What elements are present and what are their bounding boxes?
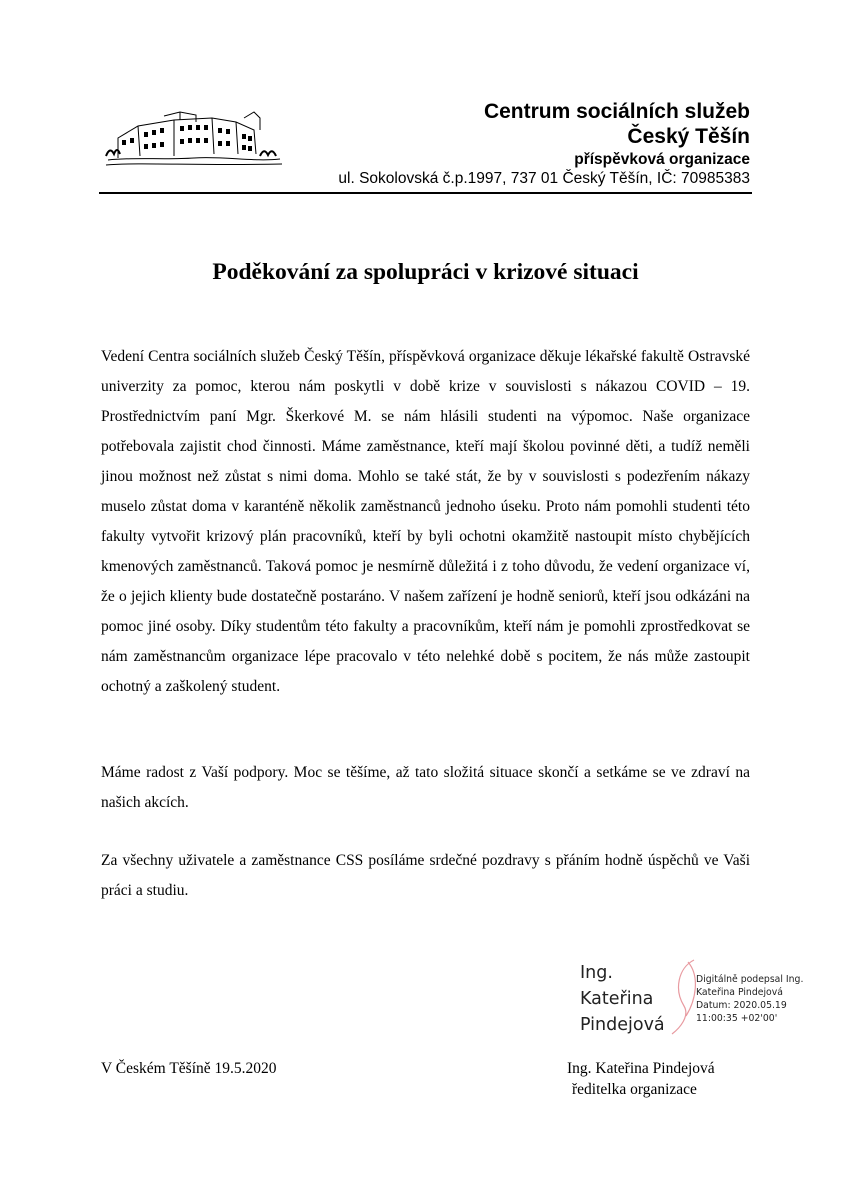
signer-name: Ing. Kateřina Pindejová bbox=[567, 1060, 715, 1077]
place-and-date: V Českém Těšíně 19.5.2020 bbox=[101, 1060, 277, 1077]
building-sketch-icon bbox=[104, 108, 284, 170]
digital-signature-time: 11:00:35 +02'00' bbox=[696, 1013, 778, 1024]
digital-signature-info: Kateřina Pindejová bbox=[696, 987, 783, 998]
body-paragraph-1: Vedení Centra sociálních služeb Český Těšín, příspěvková organizace děkuje lékařské fakultě Ostravské univerzity za pomoc, kterou nám poskytli v době krize v souvislosti s nákazou COVID – 19. Prostřednictvím paní Mgr. Škerkové M. se nám hlásili studenti na výpomoc. Naše organizace potřebovala zajistit chod činnosti. Máme zaměstnance, kteří mají školou povinné děti, a tudíž neměli jinou možnost než zůstat s nimi doma. Mohlo se také stát, že by v souvislosti s podezřením nákazy muselo zůstat doma v karanténě několik zaměstnanců jednoho úseku. Proto nám pomohli studenti této fakulty vytvořit krizový plán pracovníků, kteří by byli ochotni okamžitě nastoupit místo chybějících kmenových zaměstnanců. Taková pomoc je nesmírně důležitá i z toho důvodu, že vedení organizace ví, že o jejich klienty bude dostatečně postaráno. V našem zařízení je hodně seniorů, kteří jsou odkázáni na pomoc jiné osoby. Díky studentům této fakulty a pracovníkům, kteří nám je pomohli zprostředkovat se nám zaměstnancům organizace lépe pracovalo v této nelehké době s pocitem, že nás může zastoupit ochotný a zaškolený student. bbox=[101, 348, 750, 695]
body-paragraph-2: Máme radost z Vaší podpory. Moc se těšíme, až tato složitá situace skončí a setkáme se ve zdraví na našich akcích. bbox=[101, 764, 750, 811]
signature-name-line: Kateřina bbox=[580, 989, 654, 1009]
body-paragraph-3: Za všechny uživatele a zaměstnance CSS posíláme srdečné pozdravy s přáním hodně úspěchů ve Vaši práci a studiu. bbox=[101, 852, 750, 899]
digital-signature-date: Datum: 2020.05.19 bbox=[696, 1000, 787, 1011]
document-title: Poděkování za spolupráci v krizové situaci bbox=[212, 259, 639, 285]
organization-name: Centrum sociálních služeb bbox=[483, 100, 750, 123]
header-divider bbox=[99, 192, 752, 194]
signer-role: ředitelka organizace bbox=[572, 1081, 697, 1098]
signature-name-line: Ing. bbox=[580, 963, 613, 983]
digital-signature-info: Digitálně podepsal Ing. bbox=[696, 974, 804, 985]
organization-city: Český Těšín bbox=[627, 125, 750, 148]
organization-address: ul. Sokolovská č.p.1997, 737 01 Český Těšín, IČ: 70985383 bbox=[338, 170, 750, 187]
organization-type: příspěvková organizace bbox=[574, 151, 750, 168]
signature-name-line: Pindejová bbox=[580, 1015, 665, 1035]
